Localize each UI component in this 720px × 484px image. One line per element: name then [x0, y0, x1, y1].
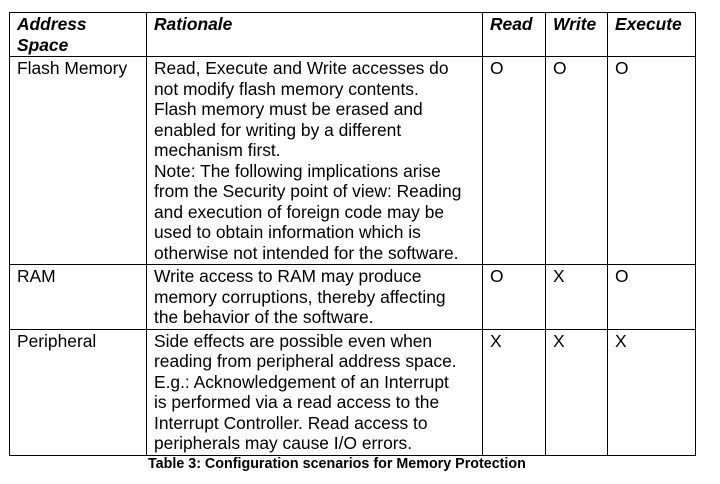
cell-address-space: Flash Memory — [10, 57, 147, 265]
cell-read: O — [483, 265, 546, 330]
rationale-line: peripherals may cause I/O errors. — [154, 433, 413, 453]
header-execute: Execute — [608, 13, 696, 57]
header-read: Read — [483, 13, 546, 57]
cell-address-space: Peripheral — [10, 329, 147, 455]
cell-write: X — [546, 329, 608, 455]
cell-read: X — [483, 329, 546, 455]
header-rationale: Rationale — [147, 13, 483, 57]
cell-execute: O — [608, 57, 696, 265]
rationale-line: Flash memory must be erased and — [154, 99, 423, 119]
rationale-line: Interrupt Controller. Read access to — [154, 412, 428, 433]
rationale-line: mechanism first. — [154, 140, 281, 160]
cell-execute: X — [608, 329, 696, 455]
cell-rationale — [147, 265, 483, 330]
rationale-line: Side effects are possible even when — [154, 330, 433, 351]
rationale-line: memory corruptions, thereby affecting — [154, 286, 446, 307]
rationale-line: is performed via a read access to the — [154, 392, 440, 412]
rationale-line: and execution of foreign code may be — [154, 201, 445, 222]
cell-execute: O — [608, 265, 696, 330]
cell-rationale — [147, 57, 483, 265]
document-page — [9, 12, 695, 456]
rationale-line: not modify flash memory contents. — [154, 78, 419, 99]
rationale-line: from the Security point of view: Reading — [154, 181, 462, 201]
table-row — [10, 265, 696, 330]
table-header-row — [10, 13, 696, 57]
header-address-space: Address Space — [10, 13, 147, 57]
rationale-line: used to obtain information which is — [154, 222, 421, 242]
cell-address-space: RAM — [10, 265, 147, 330]
memory-protection-table — [9, 12, 696, 456]
rationale-line: E.g.: Acknowledgement of an Interrupt — [154, 371, 449, 392]
table-caption: Table 3: Configuration scenarios for Memory Protection — [148, 456, 526, 472]
rationale-line: the behavior of the software. — [154, 307, 374, 327]
cell-write: O — [546, 57, 608, 265]
rationale-line: Write access to RAM may produce — [154, 266, 422, 286]
table-row — [10, 57, 696, 265]
rationale-line: enabled for writing by a different — [154, 119, 402, 140]
rationale-line: otherwise not intended for the software. — [154, 242, 459, 263]
table-row — [10, 329, 696, 455]
rationale-line: Read, Execute and Write accesses do — [154, 58, 449, 78]
rationale-line: reading from peripheral address space. — [154, 351, 457, 371]
cell-read: O — [483, 57, 546, 265]
cell-rationale — [147, 329, 483, 455]
header-write: Write — [546, 13, 608, 57]
rationale-line: Note: The following implications arise — [154, 160, 441, 181]
cell-write: X — [546, 265, 608, 330]
